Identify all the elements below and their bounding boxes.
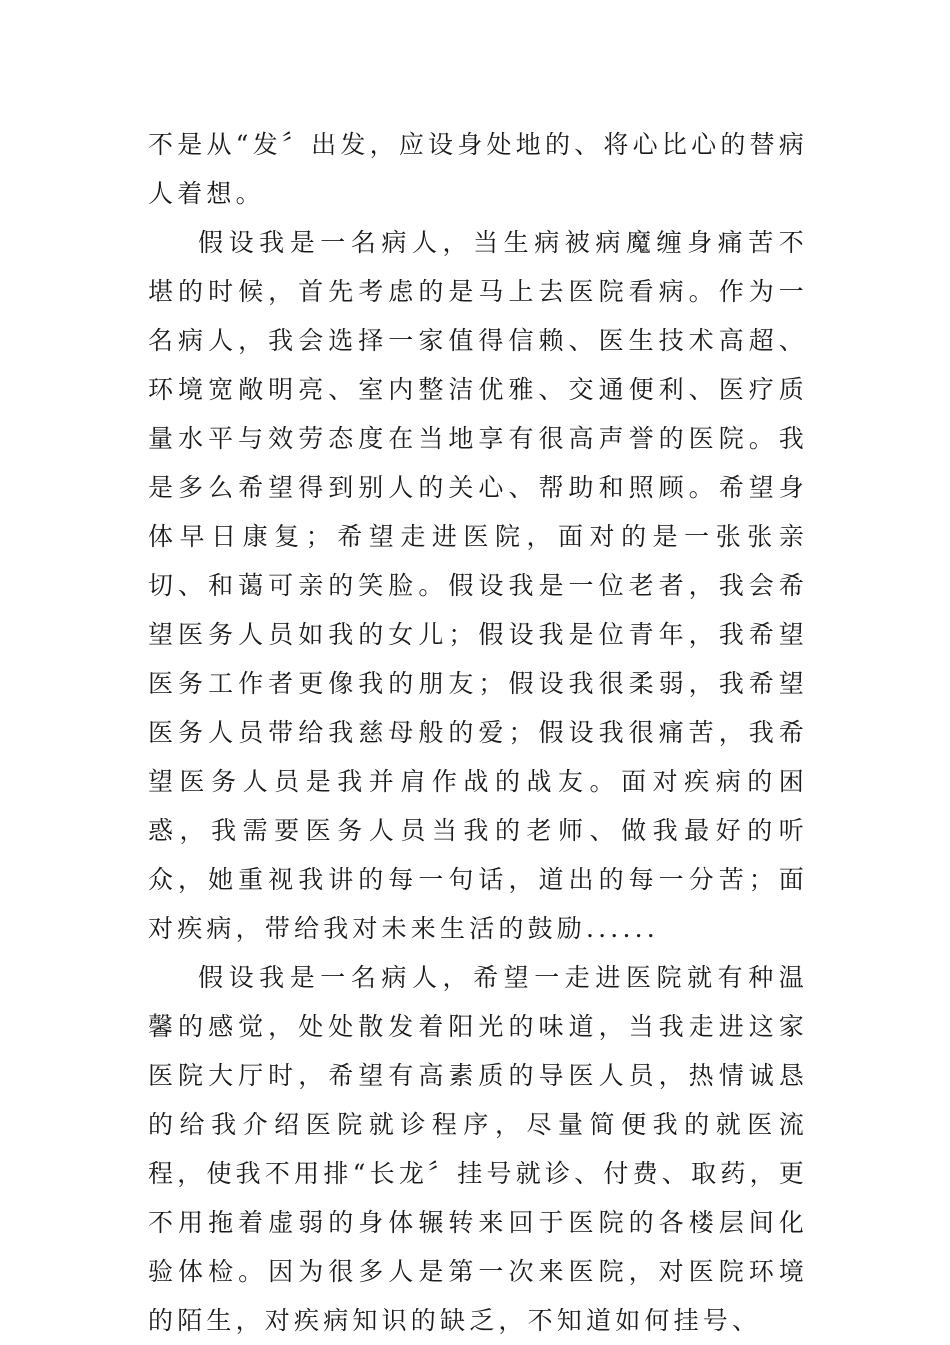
- paragraph-2: 假设我是一名病人，当生病被病魔缠身痛苦不堪的时候，首先考虑的是马上去医院看病。作为一名病人，我会选择一家值得信赖、医生技术高超、环境宽敞明亮、室内整洁优雅、交通便利、医疗质量水平与效劳态度在当地享有很高声誉的医院。我是多么希望得到别人的关心、帮助和照顾。希望身体早日康复；希望走进医院，面对的是一张张亲切、和蔼可亲的笑脸。假设我是一位老者，我会希望医务人员如我的女儿；假设我是位青年，我希望医务工作者更像我的朋友；假设我很柔弱，我希望医务人员带给我慈母般的爱；假设我很痛苦，我希望医务人员是我并肩作战的战友。面对疾病的困惑，我需要医务人员当我的老师、做我最好的听众，她重视我讲的每一句话，道出的每一分苦；面对疾病，带给我对未来生活的鼓励......: [148, 228, 808, 943]
- paragraph-1: 不是从“发〞出发，应设身处地的、将心比心的替病人着想。: [148, 130, 808, 208]
- paragraph-3: 假设我是一名病人，希望一走进医院就有种温馨的感觉，处处散发着阳光的味道，当我走进这家医院大厅时，希望有高素质的导医人员，热情诚恳的给我介绍医院就诊程序，尽量简便我的就医流程，使我不用排“长龙〞挂号就诊、付费、取药，更不用拖着虚弱的身体辗转来回于医院的各楼层间化验体检。因为很多人是第一次来医院，对医院环境的陌生，对疾病知识的缺乏，不知道如何挂号、: [148, 963, 808, 1335]
- document-page: [148, 120, 808, 1345]
